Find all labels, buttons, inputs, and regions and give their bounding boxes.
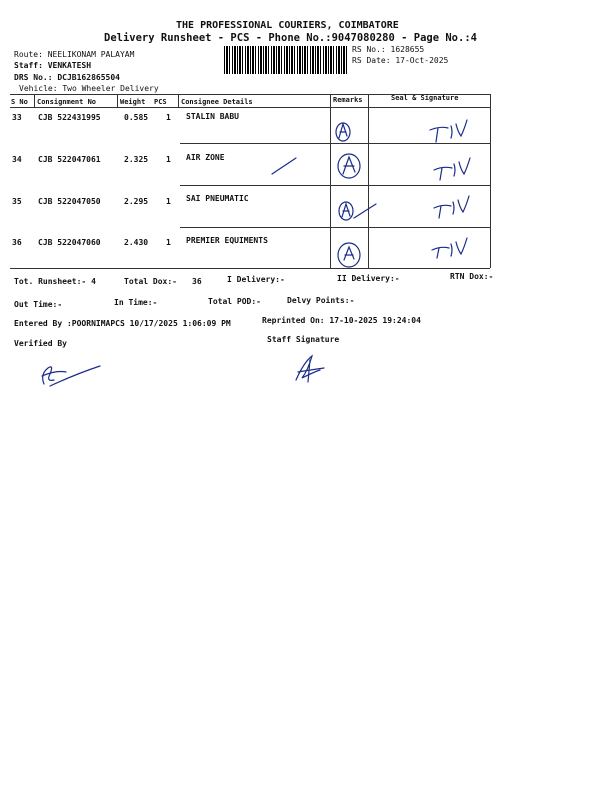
row-weight: 2.430 — [124, 238, 149, 247]
row-weight: 0.585 — [124, 113, 149, 122]
staff-label: Staff: VENKATESH — [14, 61, 92, 70]
pen-stroke-mark — [268, 150, 308, 180]
vehicle-label: Vehicle: Two Wheeler Delivery — [19, 84, 159, 93]
handwritten-marks — [330, 108, 490, 268]
col-pcs: PCS — [154, 98, 167, 106]
delvy-points: Delvy Points:- — [287, 296, 355, 305]
row-weight: 2.325 — [124, 155, 149, 164]
company-title: THE PROFESSIONAL COURIERS, COIMBATORE — [176, 20, 399, 31]
row-consignment: CJB 522047061 — [38, 155, 101, 164]
row-sno: 33 — [12, 113, 22, 122]
row-pcs: 1 — [166, 155, 171, 164]
total-dox-value: 36 — [192, 277, 202, 286]
route-label: Route: NEELIKONAM PALAYAM — [14, 50, 135, 59]
row-consignee: AIR ZONE — [186, 153, 225, 162]
entered-by: Entered By :POORNIMAPCS 10/17/2025 1:06:09 PM — [14, 319, 231, 328]
verifier-signature — [36, 356, 108, 392]
row-sno: 35 — [12, 197, 22, 206]
row-pcs: 1 — [166, 197, 171, 206]
staff-signature-label: Staff Signature — [267, 335, 340, 344]
row-consignee: STALIN BABU — [186, 112, 239, 121]
col-consignment: Consignment No — [37, 98, 97, 106]
row-consignment: CJB 522047050 — [38, 197, 101, 206]
col-remarks: Remarks — [333, 96, 363, 104]
drs-number: DRS No.: DCJB162865504 — [14, 73, 120, 82]
rs-date: RS Date: 17-Oct-2025 — [352, 56, 449, 65]
out-time: Out Time:- — [14, 300, 63, 309]
row-sno: 36 — [12, 238, 22, 247]
col-consignee: Consignee Details — [181, 98, 253, 106]
total-pod: Total POD:- — [208, 297, 261, 306]
rs-number: RS No.: 1628655 — [352, 45, 425, 54]
row-consignment: CJB 522431995 — [38, 113, 101, 122]
col-sno: S No — [11, 98, 28, 106]
reprinted-on: Reprinted On: 17-10-2025 19:24:04 — [262, 316, 421, 325]
row-pcs: 1 — [166, 238, 171, 247]
staff-signature — [290, 350, 330, 386]
row-sno: 34 — [12, 155, 22, 164]
row-weight: 2.295 — [124, 197, 149, 206]
row-consignment: CJB 522047060 — [38, 238, 101, 247]
barcode — [224, 46, 348, 74]
col-weight: Weight — [120, 98, 146, 106]
row-pcs: 1 — [166, 113, 171, 122]
in-time: In Time:- — [114, 298, 158, 307]
runsheet-subtitle: Delivery Runsheet - PCS - Phone No.:9047080280 - Page No.:4 — [104, 32, 477, 44]
row-consignee: PREMIER EQUIMENTS — [186, 236, 268, 245]
col-seal-signature: Seal & Signature — [391, 94, 459, 102]
row-consignee: SAI PNEUMATIC — [186, 194, 249, 203]
total-dox-label: Total Dox:- — [124, 277, 177, 286]
tot-runsheet: Tot. Runsheet:- 4 — [14, 277, 96, 286]
ii-delivery: II Delivery:- — [337, 274, 400, 283]
i-delivery: I Delivery:- — [227, 275, 285, 284]
verified-by: Verified By — [14, 339, 67, 348]
rtn-dox: RTN Dox:- — [450, 272, 494, 281]
